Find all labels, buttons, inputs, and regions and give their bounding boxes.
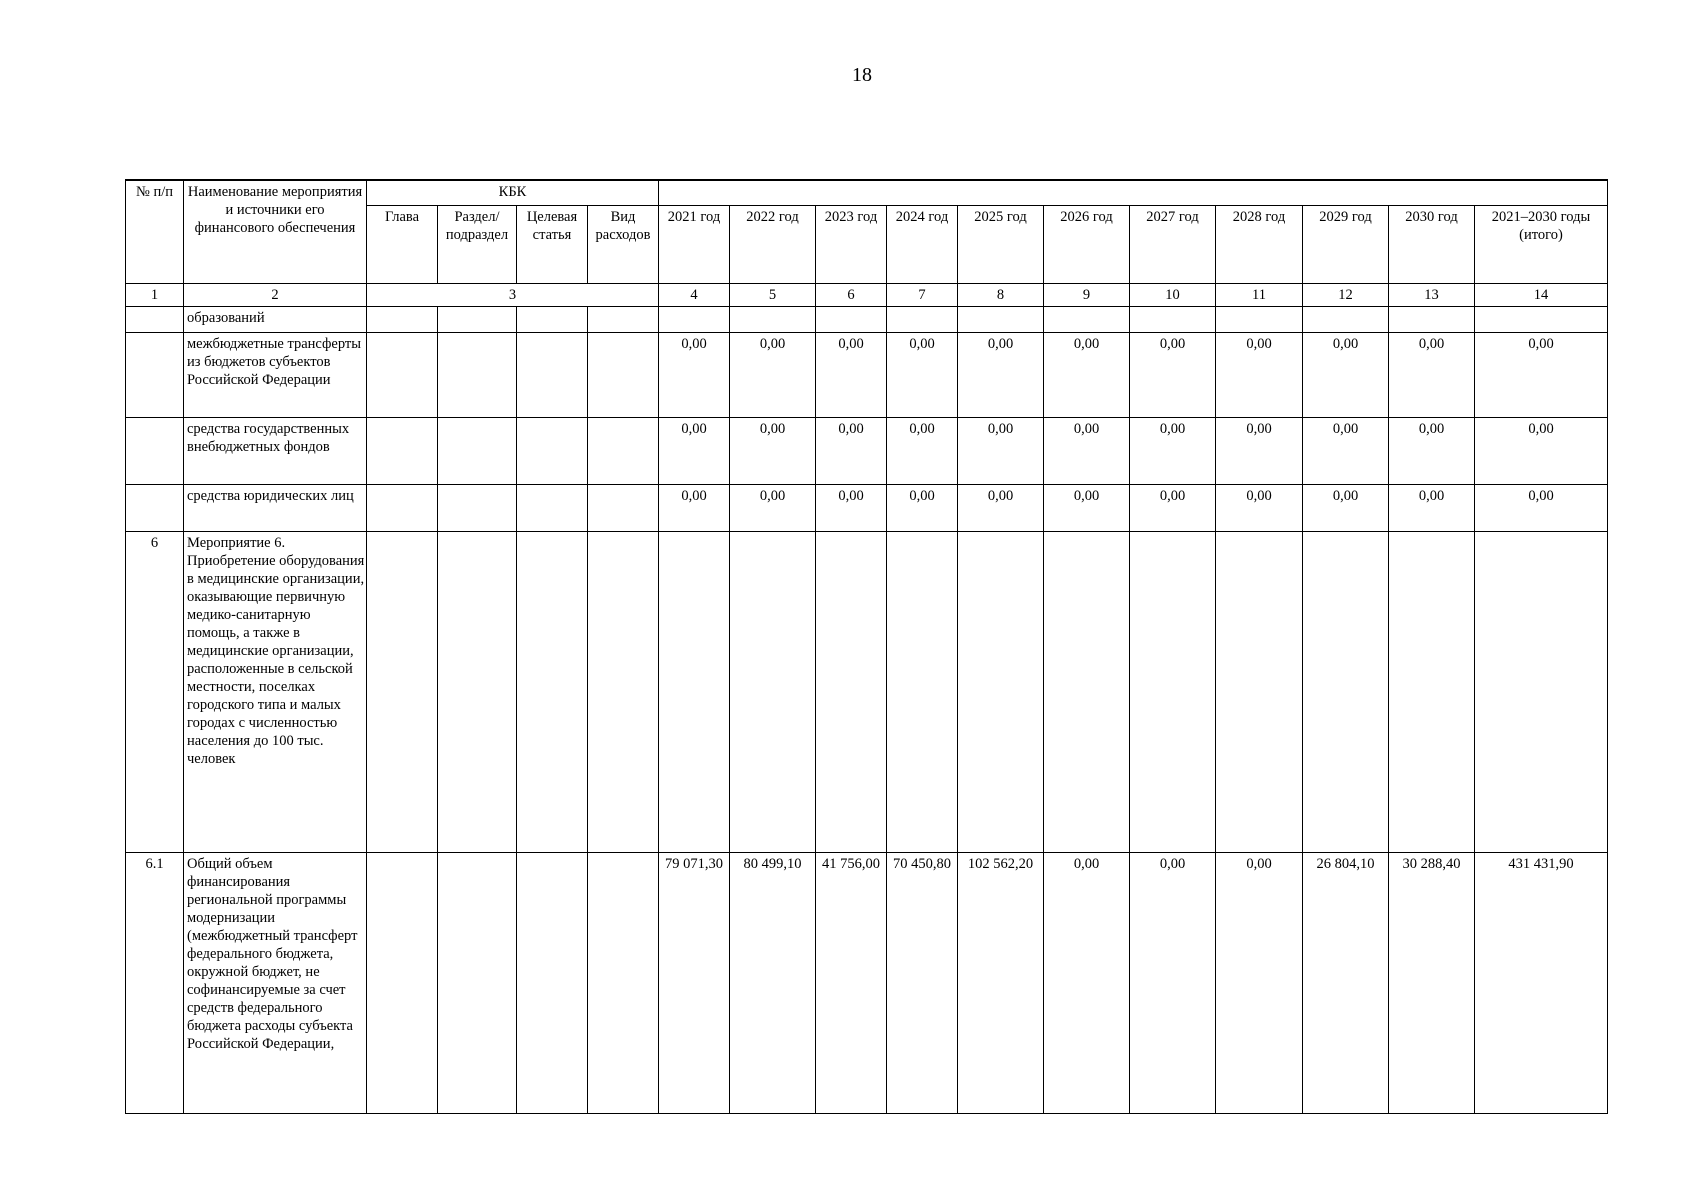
value-cell: [958, 532, 1044, 853]
kbk-cell: [438, 532, 517, 853]
value-cell: [816, 307, 887, 333]
table-row: [126, 418, 1608, 485]
value-cell: 0,00: [1044, 485, 1130, 532]
row-name: образований: [184, 307, 367, 333]
value-cell: [1475, 307, 1608, 333]
table-row: [126, 532, 1608, 853]
index-cell: 4: [659, 284, 730, 307]
header-year-2027: 2027 год: [1130, 206, 1216, 284]
value-cell: 0,00: [1216, 485, 1303, 532]
value-cell: 0,00: [1303, 333, 1389, 418]
value-cell: 0,00: [816, 485, 887, 532]
kbk-cell: [367, 532, 438, 853]
value-cell: [1475, 532, 1608, 853]
header-year-2030: 2030 год: [1389, 206, 1475, 284]
value-cell: 0,00: [1216, 418, 1303, 485]
value-cell: 0,00: [958, 485, 1044, 532]
value-cell: 0,00: [659, 333, 730, 418]
kbk-cell: [588, 485, 659, 532]
header-year-2021: 2021 год: [659, 206, 730, 284]
value-cell: 0,00: [1044, 333, 1130, 418]
value-cell: 0,00: [1389, 485, 1475, 532]
value-cell: 102 562,20: [958, 853, 1044, 1114]
value-cell: 70 450,80: [887, 853, 958, 1114]
kbk-cell: [588, 853, 659, 1114]
value-cell: 431 431,90: [1475, 853, 1608, 1114]
table-row: [126, 307, 1608, 333]
header-name: Наименование мероприятия и источники его финансового обеспечения: [184, 180, 367, 284]
index-cell: 1: [126, 284, 184, 307]
kbk-cell: [367, 307, 438, 333]
header-year-2022: 2022 год: [730, 206, 816, 284]
row-number: [126, 333, 184, 418]
index-cell: 13: [1389, 284, 1475, 307]
row-number: [126, 485, 184, 532]
header-year-2023: 2023 год: [816, 206, 887, 284]
index-cell: 6: [816, 284, 887, 307]
index-cell: 9: [1044, 284, 1130, 307]
value-cell: 0,00: [659, 485, 730, 532]
index-cell: 14: [1475, 284, 1608, 307]
value-cell: [1130, 532, 1216, 853]
row-name: средства государственных внебюджетных фондов: [184, 418, 367, 485]
header-year-total: 2021–2030 годы (итого): [1475, 206, 1608, 284]
header-year-2026: 2026 год: [1044, 206, 1130, 284]
value-cell: [816, 532, 887, 853]
kbk-cell: [438, 485, 517, 532]
value-cell: 0,00: [1130, 333, 1216, 418]
value-cell: 0,00: [1475, 418, 1608, 485]
header-kbk-razdel: Раздел/ подраздел: [438, 206, 517, 284]
row-name: Общий объем финансирования региональной программы модернизации (межбюджетный трансферт федерального бюджета, окружной бюджет, не софинансируемые за счет средств федерального бюджета расходы субъекта Российской Федерации,: [184, 853, 367, 1114]
header-row-1: [126, 180, 1608, 206]
kbk-cell: [588, 418, 659, 485]
value-cell: [730, 307, 816, 333]
value-cell: 0,00: [659, 418, 730, 485]
value-cell: 0,00: [816, 418, 887, 485]
value-cell: 0,00: [887, 333, 958, 418]
kbk-cell: [588, 307, 659, 333]
value-cell: [887, 532, 958, 853]
kbk-cell: [517, 853, 588, 1114]
value-cell: [659, 307, 730, 333]
kbk-cell: [438, 418, 517, 485]
value-cell: 0,00: [730, 333, 816, 418]
value-cell: [1303, 307, 1389, 333]
row-name: межбюджетные трансферты из бюджетов субъектов Российской Федерации: [184, 333, 367, 418]
value-cell: [1044, 307, 1130, 333]
index-cell: 5: [730, 284, 816, 307]
value-cell: 0,00: [730, 485, 816, 532]
header-kbk-vid: Вид расходов: [588, 206, 659, 284]
value-cell: 0,00: [1216, 853, 1303, 1114]
value-cell: 0,00: [958, 418, 1044, 485]
value-cell: 0,00: [887, 418, 958, 485]
kbk-cell: [517, 485, 588, 532]
row-number: 6: [126, 532, 184, 853]
kbk-cell: [517, 418, 588, 485]
header-kbk-glava: Глава: [367, 206, 438, 284]
value-cell: 0,00: [1130, 418, 1216, 485]
budget-table: [125, 179, 1608, 1114]
value-cell: [1389, 532, 1475, 853]
index-cell: 2: [184, 284, 367, 307]
value-cell: [1389, 307, 1475, 333]
value-cell: [659, 532, 730, 853]
header-year-2024: 2024 год: [887, 206, 958, 284]
row-number: 6.1: [126, 853, 184, 1114]
header-year-2029: 2029 год: [1303, 206, 1389, 284]
kbk-cell: [367, 418, 438, 485]
kbk-cell: [517, 333, 588, 418]
value-cell: 0,00: [816, 333, 887, 418]
value-cell: 0,00: [1303, 485, 1389, 532]
kbk-cell: [438, 853, 517, 1114]
kbk-cell: [438, 333, 517, 418]
index-cell: 10: [1130, 284, 1216, 307]
row-number: [126, 418, 184, 485]
index-cell: 8: [958, 284, 1044, 307]
table-row: [126, 485, 1608, 532]
value-cell: [1044, 532, 1130, 853]
value-cell: 0,00: [1130, 485, 1216, 532]
header-kbk: КБК: [367, 180, 659, 206]
value-cell: 80 499,10: [730, 853, 816, 1114]
value-cell: [887, 307, 958, 333]
kbk-cell: [588, 532, 659, 853]
header-year-2028: 2028 год: [1216, 206, 1303, 284]
value-cell: 0,00: [1389, 418, 1475, 485]
index-cell: 12: [1303, 284, 1389, 307]
value-cell: [730, 532, 816, 853]
header-num: № п/п: [126, 180, 184, 284]
row-name: Мероприятие 6. Приобретение оборудования в медицинские организации, оказывающие первичную медико-санитарную помощь, а также в медицинские организации, расположенные в сельской местности, поселках городского типа и малых городах с численностью населения до 100 тыс. человек: [184, 532, 367, 853]
index-cell: 11: [1216, 284, 1303, 307]
value-cell: 30 288,40: [1389, 853, 1475, 1114]
value-cell: 0,00: [1389, 333, 1475, 418]
value-cell: 0,00: [1216, 333, 1303, 418]
value-cell: [1303, 532, 1389, 853]
page-number: 18: [852, 64, 872, 86]
value-cell: 0,00: [958, 333, 1044, 418]
kbk-cell: [517, 307, 588, 333]
table-row: [126, 853, 1608, 1114]
value-cell: 0,00: [887, 485, 958, 532]
header-years-group: [659, 180, 1608, 206]
value-cell: 0,00: [730, 418, 816, 485]
kbk-cell: [367, 853, 438, 1114]
kbk-cell: [588, 333, 659, 418]
value-cell: [958, 307, 1044, 333]
table-row: [126, 333, 1608, 418]
index-cell: 7: [887, 284, 958, 307]
row-name: средства юридических лиц: [184, 485, 367, 532]
value-cell: 79 071,30: [659, 853, 730, 1114]
kbk-cell: [367, 485, 438, 532]
kbk-cell: [438, 307, 517, 333]
value-cell: 0,00: [1303, 418, 1389, 485]
value-cell: [1216, 532, 1303, 853]
kbk-cell: [367, 333, 438, 418]
value-cell: [1130, 307, 1216, 333]
value-cell: 0,00: [1044, 418, 1130, 485]
value-cell: 0,00: [1130, 853, 1216, 1114]
value-cell: [1216, 307, 1303, 333]
value-cell: 26 804,10: [1303, 853, 1389, 1114]
header-kbk-statya: Целевая статья: [517, 206, 588, 284]
index-row: [126, 284, 1608, 307]
value-cell: 0,00: [1044, 853, 1130, 1114]
value-cell: 0,00: [1475, 333, 1608, 418]
value-cell: 41 756,00: [816, 853, 887, 1114]
kbk-cell: [517, 532, 588, 853]
row-number: [126, 307, 184, 333]
value-cell: 0,00: [1475, 485, 1608, 532]
header-year-2025: 2025 год: [958, 206, 1044, 284]
index-cell: 3: [367, 284, 659, 307]
